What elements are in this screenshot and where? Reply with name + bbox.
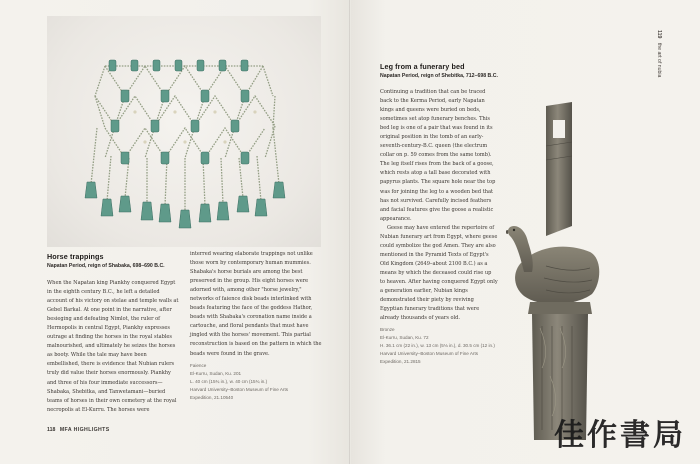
left-column-1 [47, 279, 179, 415]
right-column [380, 88, 498, 323]
watermark: 佳作書局 [554, 418, 686, 453]
caption-line: Expedition, 21.2815 [380, 359, 421, 365]
bed-leg-caption [380, 326, 510, 366]
body-paragraph: When the Napatan king Piankhy conquered Egypt in the eighth century B.C., he left a detailed account of his victory on stelae and temple walls at Gebel Barkal. At one point in the narrative, after besieging and defeating Nimlot, the ruler of Hermopolis in central Egypt, Piankhy expresses outrage at finding the horses in the royal stables malnourished, and ultimately he seizes the horses as booty. While the tale may have been embellished, there is evidence that Nubian rulers truly did value their horses enormously. Piankhy and three of his four immediate successors—Shabaka, Shebitka, and Tanwetamani—buried teams of horses in their own cemetery at the royal necropolis at El-Kurru. The horses were [47, 280, 179, 413]
horse-trappings-caption [190, 362, 322, 402]
horse-trappings-title: Horse trappings [47, 252, 104, 261]
caption-line: H. 36.1 cm (22 in.), w. 13 cm (5⅛ in.), d. 30.5 cm (12 in.) [380, 343, 495, 349]
page-number: 119 [656, 30, 662, 39]
bed-leg-date: Napatan Period, reign of Shebitka, 712–698 B.C. [380, 73, 498, 79]
page-number: 118 [47, 427, 56, 433]
gutter-shadow [349, 0, 351, 464]
caption-line: Faience [190, 363, 207, 368]
bed-leg-photo [506, 96, 606, 446]
bead-net-illustration [47, 16, 321, 247]
bed-leg-illustration [506, 96, 606, 446]
horse-trappings-date: Napatan Period, reign of Shabaka, 698–690 B.C. [47, 263, 165, 269]
horse-trappings-photo [47, 16, 321, 247]
caption-line: Harvard University–Boston Museum of Fine Arts [190, 387, 289, 393]
left-column-2 [190, 250, 322, 359]
body-paragraph: Geese may have entered the repertoire of Nubian funerary art from Egypt, where geese could symbolize the god Amen. They are also mentioned in the Pyramid Texts of Egypt's Old Kingdom (2649–about 2100 B.C.) as a means by which the deceased could rise up to heaven. After having conquered Egypt only a generation earlier, Nubian kings demonstrated their piety by reviving Egyptian funerary traditions that were already thousands of years old. [380, 224, 498, 322]
horse-trappings-heading-block [47, 252, 177, 269]
bed-leg-title: Leg from a funerary bed [380, 62, 465, 71]
caption-line: Harvard University–Boston Museum of Fine Arts [380, 351, 479, 357]
caption-line: L. 40 cm (15¾ in.), w. 40 cm (15¾ in.) [190, 379, 268, 385]
body-paragraph: interred wearing elaborate trappings not unlike those worn by contemporary human mummies. Shabaka's horse burials are among the best preserved in the group. His eight horses were adorned with, among other "horse jewelry," networks of faience disk beads interlinked with beads featuring the face of the goddess Hathor, beads with Shabaka's coronation name inside a cartouche, and floral pendants that must have jingled with the horses' movement. This partial reconstruction is based on the pattern in which the beads were found in the grave. [190, 251, 322, 357]
body-paragraph: Continuing a tradition that can be traced back to the Kerma Period, early Napatan kings and queens were buried on beds, sometimes set atop funerary benches. This bed leg is one of a pair that was found in its original position in the tomb of an early-seventh-century-B.C. queen (the electrum collar on p. 59 comes from the same tomb). The leg itself rises from the back of a goose, which rests atop a tall base decorated with papyrus plants. The square hole near the top was for joining the leg to a wooden bed that has not survived. Carefully incised feathers and facial features give the goose a realistic appearance. [380, 89, 496, 222]
left-folio [47, 427, 110, 433]
caption-line: Bronze [380, 327, 395, 332]
caption-line: El-Kurru, Sudan, Ku. 201 [190, 371, 242, 377]
caption-line: Expedition, 21.10540 [190, 395, 234, 401]
chapter-label: the art of nubia [656, 42, 662, 78]
book-title-label: MFA HIGHLIGHTS [59, 427, 110, 433]
running-head [656, 30, 662, 77]
caption-line: El-Kurru, Sudan, Ku. 72 [380, 335, 429, 341]
bed-leg-heading-block [380, 62, 520, 79]
